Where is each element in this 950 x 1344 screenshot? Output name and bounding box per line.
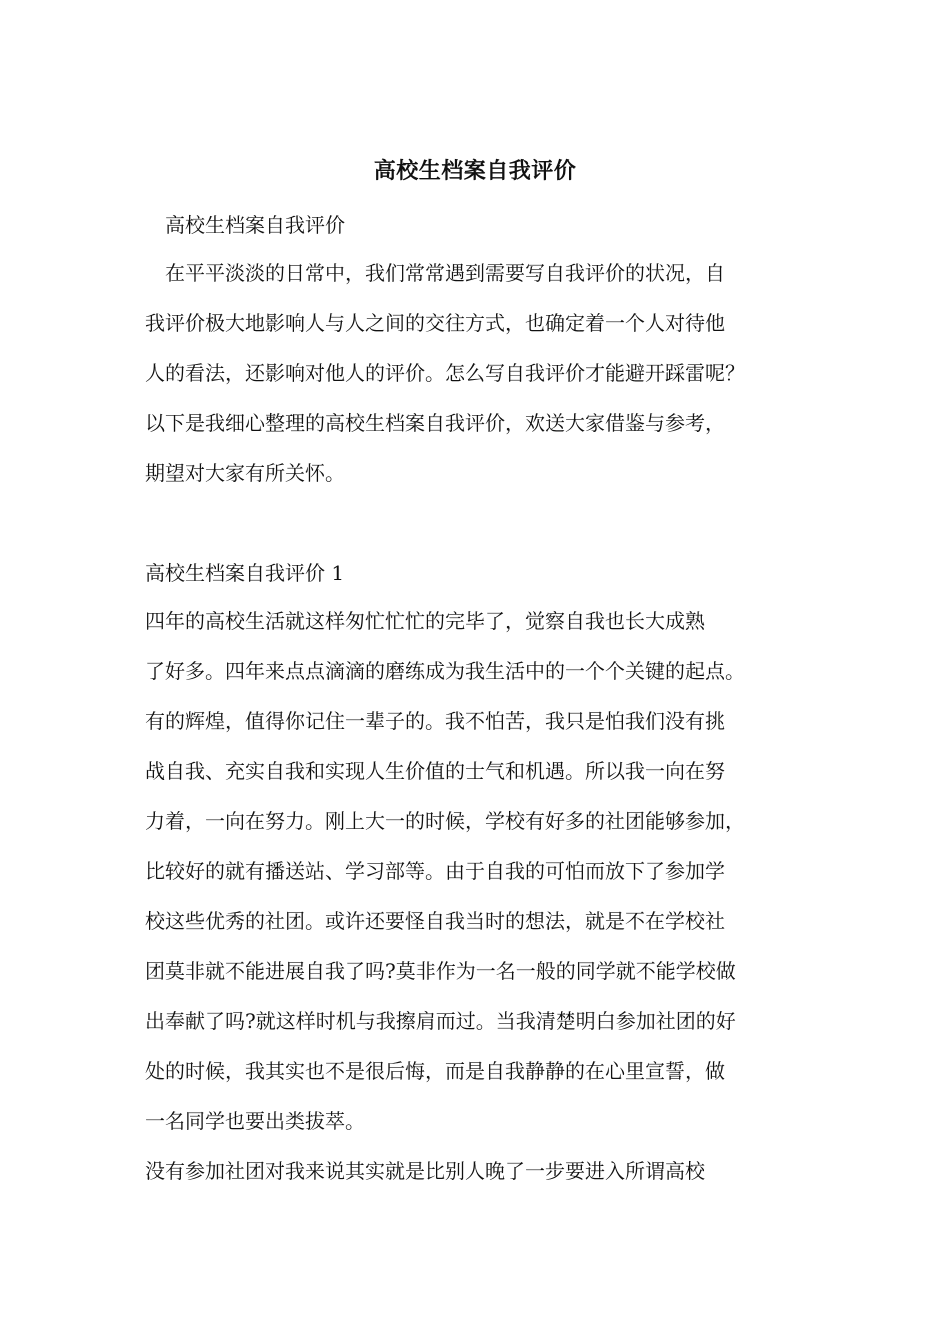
intro-line: 以下是我细心整理的高校生档案自我评价，欢送大家借鉴与参考， [145,411,725,435]
body-line: 处的时候，我其实也不是很后悔，而是自我静静的在心里宣誓，做 [145,1059,725,1083]
body-line: 出奉献了吗?就这样时机与我擦肩而过。当我清楚明白参加社团的好 [145,1009,736,1033]
intro-line: 人的看法，还影响对他人的评价。怎么写自我评价才能避开踩雷呢？ [145,361,745,385]
intro-paragraph [145,248,835,498]
body-line: 战自我、充实自我和实现人生价值的士气和机遇。所以我一向在努 [145,759,725,783]
body-paragraph-2 [145,1146,835,1196]
body-line: 比较好的就有播送站、学习部等。由于自我的可怕而放下了参加学 [145,859,725,883]
body-line: 了好多。四年来点点滴滴的磨练成为我生活中的一个个关键的起点。 [145,659,745,683]
document-title: 高校生档案自我评价 [373,158,577,184]
body-line: 团莫非就不能进展自我了吗?莫非作为一名一般的同学就不能学校做 [145,959,736,983]
document-subtitle: 高校生档案自我评价 [165,213,345,237]
section-heading: 高校生档案自我评价 1 [145,561,345,585]
body-line: 一名同学也要出类拔萃。 [145,1109,365,1133]
intro-line: 我评价极大地影响人与人之间的交往方式，也确定着一个人对待他 [145,311,725,335]
body-line: 四年的高校生活就这样匆忙忙忙的完毕了，觉察自我也长大成熟 [145,609,705,633]
body-line: 没有参加社团对我来说其实就是比别人晚了一步要进入所谓高校 [145,1159,705,1183]
body-line: 校这些优秀的社团。或许还要怪自我当时的想法，就是不在学校社 [145,909,725,933]
intro-line: 在平平淡淡的日常中，我们常常遇到需要写自我评价的状况，自 [145,261,725,285]
body-paragraph-1 [145,596,835,1146]
body-line: 力着，一向在努力。刚上大一的时候，学校有好多的社团能够参加， [145,809,745,833]
intro-line: 期望对大家有所关怀。 [145,461,345,485]
body-line: 有的辉煌，值得你记住一辈子的。我不怕苦，我只是怕我们没有挑 [145,709,725,733]
